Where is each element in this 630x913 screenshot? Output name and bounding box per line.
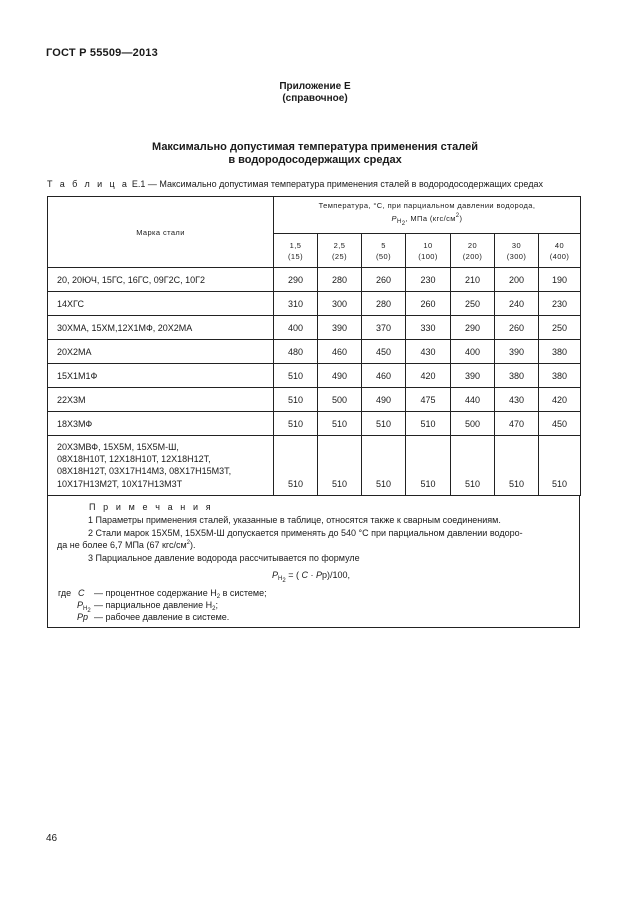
def-symbol-p: P — [77, 600, 84, 610]
steel-grade: 30ХМА, 15ХМ,12Х1МФ, 20Х2МА — [48, 316, 274, 340]
temp-value: 510 — [495, 436, 539, 496]
table-row — [48, 292, 581, 316]
formula-sub: H — [278, 576, 283, 582]
steel-grade: 22Х3М — [48, 388, 274, 412]
temperature-header-line1: Температура, °С, при парциальном давлении водорода, — [318, 201, 536, 210]
note-2-text: да не более 6,7 МПа (67 кгс/см — [57, 540, 187, 550]
pressure-mpa: 10 — [423, 240, 433, 250]
pressure-units-close: ) — [459, 214, 463, 223]
appendix-title: Приложение Е — [279, 81, 351, 92]
steel-grade: 14ХГС — [48, 292, 274, 316]
temp-value: 380 — [539, 364, 581, 388]
temperature-header — [274, 197, 581, 234]
def-text — [94, 612, 229, 622]
temp-value: 490 — [362, 388, 406, 412]
temp-value: 490 — [318, 364, 362, 388]
temp-value: 230 — [406, 268, 451, 292]
steel-grade-line: 20Х3МВФ, 15Х5М, 15Х5М-Ш, — [57, 442, 179, 452]
temp-value: 280 — [318, 268, 362, 292]
pressure-mpa: 1,5 — [289, 240, 302, 250]
temp-value: 240 — [495, 292, 539, 316]
formula-pp: P — [315, 570, 322, 580]
temp-value: 280 — [362, 292, 406, 316]
def-sub: 2 — [212, 606, 216, 612]
temp-value: 260 — [495, 316, 539, 340]
steel-grade-line: 08Х18Н10Т, 12Х18Н10Т, 12Х18Н12Т, — [57, 454, 211, 465]
pressure-col — [539, 234, 581, 268]
note-1: 1 Параметры применения сталей, указанные в таблице, относятся также к сварным соединениям. — [88, 515, 501, 525]
def-tail: в системе; — [220, 588, 267, 598]
def-text — [94, 588, 267, 600]
table-row — [48, 436, 581, 496]
note-2-line2 — [57, 540, 196, 550]
table-row — [48, 412, 581, 436]
caption-label: Т а б л и ц а — [47, 179, 130, 189]
temp-value: 390 — [318, 316, 362, 340]
temp-value: 200 — [495, 268, 539, 292]
table-row — [48, 268, 581, 292]
def-symbol: Pp — [77, 612, 89, 622]
formula-pp2: p — [322, 570, 328, 580]
pressure-mpa: 20 — [467, 240, 478, 250]
temp-value: 510 — [318, 436, 362, 496]
note-2-line1: 2 Стали марок 15Х5М, 15Х5М-Ш допускается применять до 540 °С при парциальном давлении водоро- — [88, 528, 523, 538]
pressure-kgf: (50) — [376, 251, 391, 261]
temp-value: 500 — [318, 388, 362, 412]
temp-value: 230 — [539, 292, 581, 316]
temp-value: 420 — [539, 388, 581, 412]
temp-value: 440 — [451, 388, 495, 412]
temp-value: 480 — [274, 340, 318, 364]
caption-text: — Максимально допустимая температура применения сталей в водородосодержащих средах — [147, 179, 543, 189]
pressure-mpa: 5 — [381, 240, 386, 250]
note-2-sup: 2 — [186, 540, 191, 546]
temp-value: 310 — [274, 292, 318, 316]
def-symbol-sub2: 2 — [87, 608, 91, 614]
page-number: 46 — [46, 833, 58, 844]
temp-value: 510 — [362, 412, 406, 436]
temp-value: 510 — [539, 436, 581, 496]
pressure-col — [406, 234, 451, 268]
temp-value: 390 — [495, 340, 539, 364]
temp-value: 470 — [495, 412, 539, 436]
table-row — [48, 340, 581, 364]
temperature-table — [47, 196, 581, 496]
def-desc: — рабочее давление в системе. — [94, 612, 230, 622]
note-2-end: ). — [190, 540, 196, 550]
temp-value: 390 — [451, 364, 495, 388]
caption-number: Е.1 — [131, 179, 146, 189]
formula-c: C — [301, 570, 308, 580]
formula-eq: = ( — [285, 570, 299, 580]
def-tail: ; — [215, 600, 218, 610]
standard-code: ГОСТ Р 55509—2013 — [46, 47, 158, 59]
temp-value: 510 — [274, 388, 318, 412]
temp-value: 330 — [406, 316, 451, 340]
def-desc: — процентное содержание Н — [94, 588, 217, 598]
section-heading-line2: в водородосодержащих средах — [228, 154, 402, 166]
pressure-col — [362, 234, 406, 268]
def-sub: 2 — [216, 594, 221, 600]
temp-value: 510 — [274, 364, 318, 388]
appendix-subtitle: (справочное) — [282, 93, 348, 104]
pressure-kgf: (15) — [288, 251, 303, 261]
temp-value: 510 — [406, 436, 451, 496]
table-caption — [47, 179, 543, 189]
temp-value: 250 — [539, 316, 581, 340]
pressure-symbol: P — [391, 214, 397, 223]
temp-value: 430 — [406, 340, 451, 364]
temp-value: 290 — [451, 316, 495, 340]
steel-grade: 20, 20ЮЧ, 15ГС, 16ГС, 09Г2С, 10Г2 — [48, 268, 274, 292]
formula-p: P — [272, 570, 279, 580]
notes-title: П р и м е ч а н и я — [89, 502, 214, 512]
temp-value: 290 — [274, 268, 318, 292]
notes-box — [47, 496, 580, 628]
temp-value: 460 — [318, 340, 362, 364]
pressure-units-sup: 2 — [455, 213, 460, 219]
temp-value: 260 — [406, 292, 451, 316]
temp-value: 190 — [539, 268, 581, 292]
temp-value: 400 — [451, 340, 495, 364]
formula-sub2: 2 — [282, 578, 286, 584]
temp-value: 475 — [406, 388, 451, 412]
temp-value: 420 — [406, 364, 451, 388]
temp-value: 510 — [274, 436, 318, 496]
def-symbol: C — [78, 588, 85, 598]
pressure-sub2: 2 — [401, 221, 406, 227]
steel-grade — [48, 436, 274, 496]
temp-value: 500 — [451, 412, 495, 436]
table-row — [48, 364, 581, 388]
steel-grade-line: 08Х18Н12Т, 03Х17Н14М3, 08Х17Н15М3Т, — [57, 466, 232, 477]
temp-value: 300 — [318, 292, 362, 316]
steel-grade: 18Х3МФ — [48, 412, 274, 436]
grade-header: Марка стали — [48, 197, 274, 268]
pressure-sub: H — [396, 219, 402, 225]
temp-value: 380 — [495, 364, 539, 388]
section-heading-line1: Максимально допустимая температура применения сталей — [152, 141, 478, 153]
where-label: где — [58, 588, 72, 598]
temp-value: 370 — [362, 316, 406, 340]
table-row — [48, 388, 581, 412]
def-symbol-sub: H — [83, 606, 88, 612]
table-row — [48, 316, 581, 340]
temp-value: 510 — [451, 436, 495, 496]
formula-dot: · — [307, 570, 316, 580]
temp-value: 510 — [318, 412, 362, 436]
temp-value: 430 — [495, 388, 539, 412]
pressure-mpa: 40 — [554, 240, 565, 250]
pressure-col — [274, 234, 318, 268]
temp-value: 510 — [362, 436, 406, 496]
temp-value: 380 — [539, 340, 581, 364]
temp-value: 260 — [362, 268, 406, 292]
temp-value: 510 — [274, 412, 318, 436]
temp-value: 210 — [451, 268, 495, 292]
temp-value: 450 — [362, 340, 406, 364]
def-text — [94, 600, 218, 612]
pressure-kgf: (100) — [418, 251, 438, 261]
pressure-col — [495, 234, 539, 268]
temp-value: 460 — [362, 364, 406, 388]
pressure-col — [318, 234, 362, 268]
steel-grade: 15Х1М1Ф — [48, 364, 274, 388]
formula-end: )/100, — [327, 570, 351, 580]
pressure-mpa: 2,5 — [333, 240, 346, 250]
pressure-kgf: (400) — [549, 251, 570, 261]
pressure-kgf: (300) — [506, 251, 527, 261]
temp-value: 250 — [451, 292, 495, 316]
temp-value: 450 — [539, 412, 581, 436]
pressure-units: , МПа (кгс/см — [405, 214, 456, 223]
pressure-col — [451, 234, 495, 268]
temp-value: 400 — [274, 316, 318, 340]
formula — [272, 570, 350, 584]
temp-value: 510 — [406, 412, 451, 436]
steel-grade-line: 10Х17Н13М2Т, 10Х17Н13М3Т — [57, 478, 183, 489]
pressure-kgf: (200) — [462, 251, 483, 261]
note-3: 3 Парциальное давление водорода рассчитывается по формуле — [88, 553, 360, 563]
def-desc: — парциальное давление Н — [94, 600, 213, 610]
pressure-kgf: (25) — [332, 251, 347, 261]
steel-grade: 20Х2МА — [48, 340, 274, 364]
pressure-mpa: 30 — [511, 240, 522, 250]
